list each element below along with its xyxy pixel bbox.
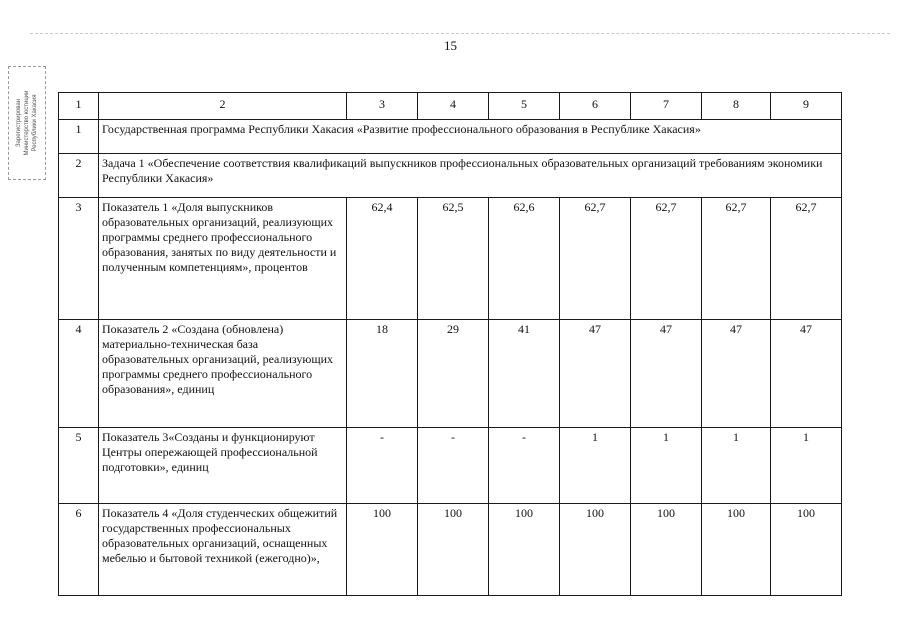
row-number: 4: [59, 320, 99, 428]
header-row: [59, 93, 842, 120]
indicator-value: 47: [771, 320, 842, 428]
indicator-value: 47: [560, 320, 631, 428]
indicators-table: [58, 92, 842, 596]
indicator-label: Показатель 3«Созданы и функционируют Центры опережающей профессиональной подготовки», единиц: [99, 428, 347, 504]
program-row: [59, 120, 842, 154]
indicator-value: 100: [418, 504, 489, 596]
indicator-value: 62,7: [702, 198, 771, 320]
row-number: 2: [59, 154, 99, 198]
header-cell: 8: [702, 93, 771, 120]
indicator-label: Показатель 1 «Доля выпускников образовательных организаций, реализующих программы среднего профессионального образования, занятых по виду деятельности и полученным компетенциям», процентов: [99, 198, 347, 320]
row-number: 6: [59, 504, 99, 596]
indicator-value: 62,4: [347, 198, 418, 320]
indicator-value: 1: [631, 428, 702, 504]
indicator-value: -: [489, 428, 560, 504]
registration-stamp: [8, 66, 46, 180]
indicator-value: 100: [702, 504, 771, 596]
indicator-value: 100: [560, 504, 631, 596]
indicator-value: 18: [347, 320, 418, 428]
indicator-row: [59, 428, 842, 504]
indicator-value: -: [347, 428, 418, 504]
indicator-value: 100: [631, 504, 702, 596]
indicator-value: -: [418, 428, 489, 504]
indicator-row: [59, 504, 842, 596]
indicator-row: [59, 320, 842, 428]
header-cell: 5: [489, 93, 560, 120]
row-number: 1: [59, 120, 99, 154]
indicator-value: 62,6: [489, 198, 560, 320]
indicator-value: 62,5: [418, 198, 489, 320]
indicator-value: 1: [771, 428, 842, 504]
indicator-value: 1: [702, 428, 771, 504]
header-cell: 6: [560, 93, 631, 120]
indicator-value: 41: [489, 320, 560, 428]
indicator-value: 62,7: [631, 198, 702, 320]
indicator-value: 47: [631, 320, 702, 428]
indicator-row: [59, 198, 842, 320]
program-title: Государственная программа Республики Хакасия «Развитие профессионального образования в Республике Хакасия»: [99, 120, 842, 154]
header-cell: 1: [59, 93, 99, 120]
row-number: 3: [59, 198, 99, 320]
task-row: [59, 154, 842, 198]
stamp-text: Зарегистрирован Министерство юстиции Республики Хакасия: [16, 90, 38, 156]
indicator-value: 100: [347, 504, 418, 596]
indicator-value: 47: [702, 320, 771, 428]
header-cell: 2: [99, 93, 347, 120]
indicator-value: 62,7: [560, 198, 631, 320]
indicator-value: 100: [771, 504, 842, 596]
scan-artifact-line: [30, 33, 890, 34]
indicator-value: 62,7: [771, 198, 842, 320]
indicator-value: 29: [418, 320, 489, 428]
header-cell: 4: [418, 93, 489, 120]
indicator-label: Показатель 4 «Доля студенческих общежитий государственных профессиональных образовательных организаций, оснащенных мебелью и бытовой техникой (ежегодно)»,: [99, 504, 347, 596]
indicator-value: 1: [560, 428, 631, 504]
header-cell: 9: [771, 93, 842, 120]
header-cell: 3: [347, 93, 418, 120]
indicator-label: Показатель 2 «Создана (обновлена) материально-техническая база образовательных организаций, реализующих программы среднего профессионального образования», единиц: [99, 320, 347, 428]
page-number: 15: [444, 38, 457, 53]
task-title: Задача 1 «Обеспечение соответствия квалификаций выпускников профессиональных образовательных организаций требованиям экономики Республики Хакасия»: [99, 154, 842, 198]
indicator-value: 100: [489, 504, 560, 596]
header-cell: 7: [631, 93, 702, 120]
row-number: 5: [59, 428, 99, 504]
